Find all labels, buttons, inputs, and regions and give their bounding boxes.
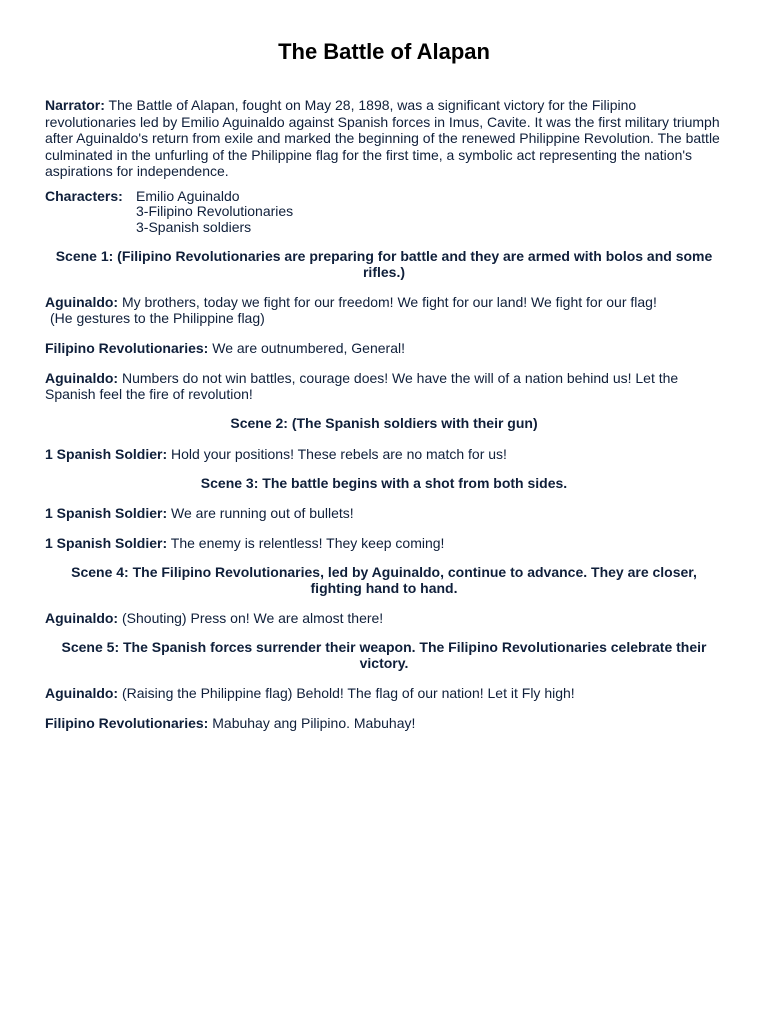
narrator-label: Narrator: bbox=[45, 97, 105, 113]
characters-block bbox=[45, 189, 723, 236]
scene-2-heading: Scene 2: (The Spanish soldiers with their gun) bbox=[230, 415, 538, 431]
speaker-label: Aguinaldo: bbox=[45, 685, 119, 701]
dialogue-line bbox=[45, 535, 723, 551]
dialogue-text: Mabuhay ang Pilipino. Mabuhay! bbox=[208, 715, 416, 731]
scene-4-heading: Scene 4: The Filipino Revolutionaries, led by Aguinaldo, continue to advance. They are closer, fighting hand to hand. bbox=[71, 564, 697, 596]
dialogue-line bbox=[45, 446, 723, 462]
dialogue-text: We are running out of bullets! bbox=[167, 505, 354, 521]
speaker-label: Aguinaldo: bbox=[45, 610, 119, 626]
document-page bbox=[45, 0, 723, 731]
dialogue-text: Hold your positions! These rebels are no match for us! bbox=[167, 445, 507, 462]
dialogue-line bbox=[45, 370, 723, 402]
dialogue-line bbox=[45, 715, 723, 731]
dialogue-text: The enemy is relentless! They keep coming! bbox=[167, 535, 445, 551]
speaker-label: Aguinaldo: bbox=[45, 294, 119, 310]
dialogue-text: (Raising the Philippine flag) Behold! The flag of our nation! Let it Fly high! bbox=[118, 685, 575, 701]
narrator-paragraph bbox=[45, 97, 723, 180]
speaker-label: 1 Spanish Soldier: bbox=[45, 535, 168, 551]
speaker-label: 1 Spanish Soldier: bbox=[45, 505, 168, 521]
page-title: The Battle of Alapan bbox=[278, 39, 490, 64]
stage-direction: (He gestures to the Philippine flag) bbox=[50, 310, 265, 326]
characters-label: Characters: bbox=[45, 187, 123, 204]
scene-1-heading: Scene 1: (Filipino Revolutionaries are preparing for battle and they are armed with bolos and some rifles.) bbox=[55, 248, 713, 280]
speaker-label: Filipino Revolutionaries: bbox=[45, 715, 209, 731]
dialogue-text: Numbers do not win battles, courage does! We have the will of a nation behind us! Let the Spanish feel the fire of revolution! bbox=[45, 370, 679, 402]
dialogue-line bbox=[45, 610, 723, 626]
scene-5-heading: Scene 5: The Spanish forces surrender their weapon. The Filipino Revolutionaries celebrate their victory. bbox=[61, 639, 707, 671]
dialogue-line bbox=[45, 685, 723, 701]
dialogue-text: We are outnumbered, General! bbox=[208, 340, 405, 356]
dialogue-line bbox=[45, 340, 723, 356]
dialogue-line bbox=[45, 294, 723, 326]
scene-3-heading: Scene 3: The battle begins with a shot from both sides. bbox=[200, 474, 568, 491]
dialogue-text: (Shouting) Press on! We are almost there! bbox=[118, 610, 384, 626]
speaker-label: Filipino Revolutionaries: bbox=[45, 340, 209, 356]
character-item: 3-Filipino Revolutionaries bbox=[136, 203, 294, 219]
speaker-label: Aguinaldo: bbox=[45, 370, 119, 386]
dialogue-text: My brothers, today we fight for our freedom! We fight for our land! We fight for our flag! bbox=[118, 294, 657, 310]
speaker-label: 1 Spanish Soldier: bbox=[45, 445, 168, 462]
character-item: 3-Spanish soldiers bbox=[136, 218, 252, 235]
dialogue-line bbox=[45, 505, 723, 521]
characters-list bbox=[136, 189, 293, 236]
narrator-text: The Battle of Alapan, fought on May 28, 1898, was a significant victory for the Filipino revolutionaries led by Emilio Aguinaldo against Spanish forces in Imus, Cavite. It was the first military triumph after Aguinaldo's return from exile and marked the beginning of the renewed Philippine Revolution. The battle culminated in the unfurling of the Philippine flag for the first time, a symbolic act representing the nation's aspirations for independence. bbox=[45, 97, 720, 179]
character-item: Emilio Aguinaldo bbox=[136, 187, 240, 204]
